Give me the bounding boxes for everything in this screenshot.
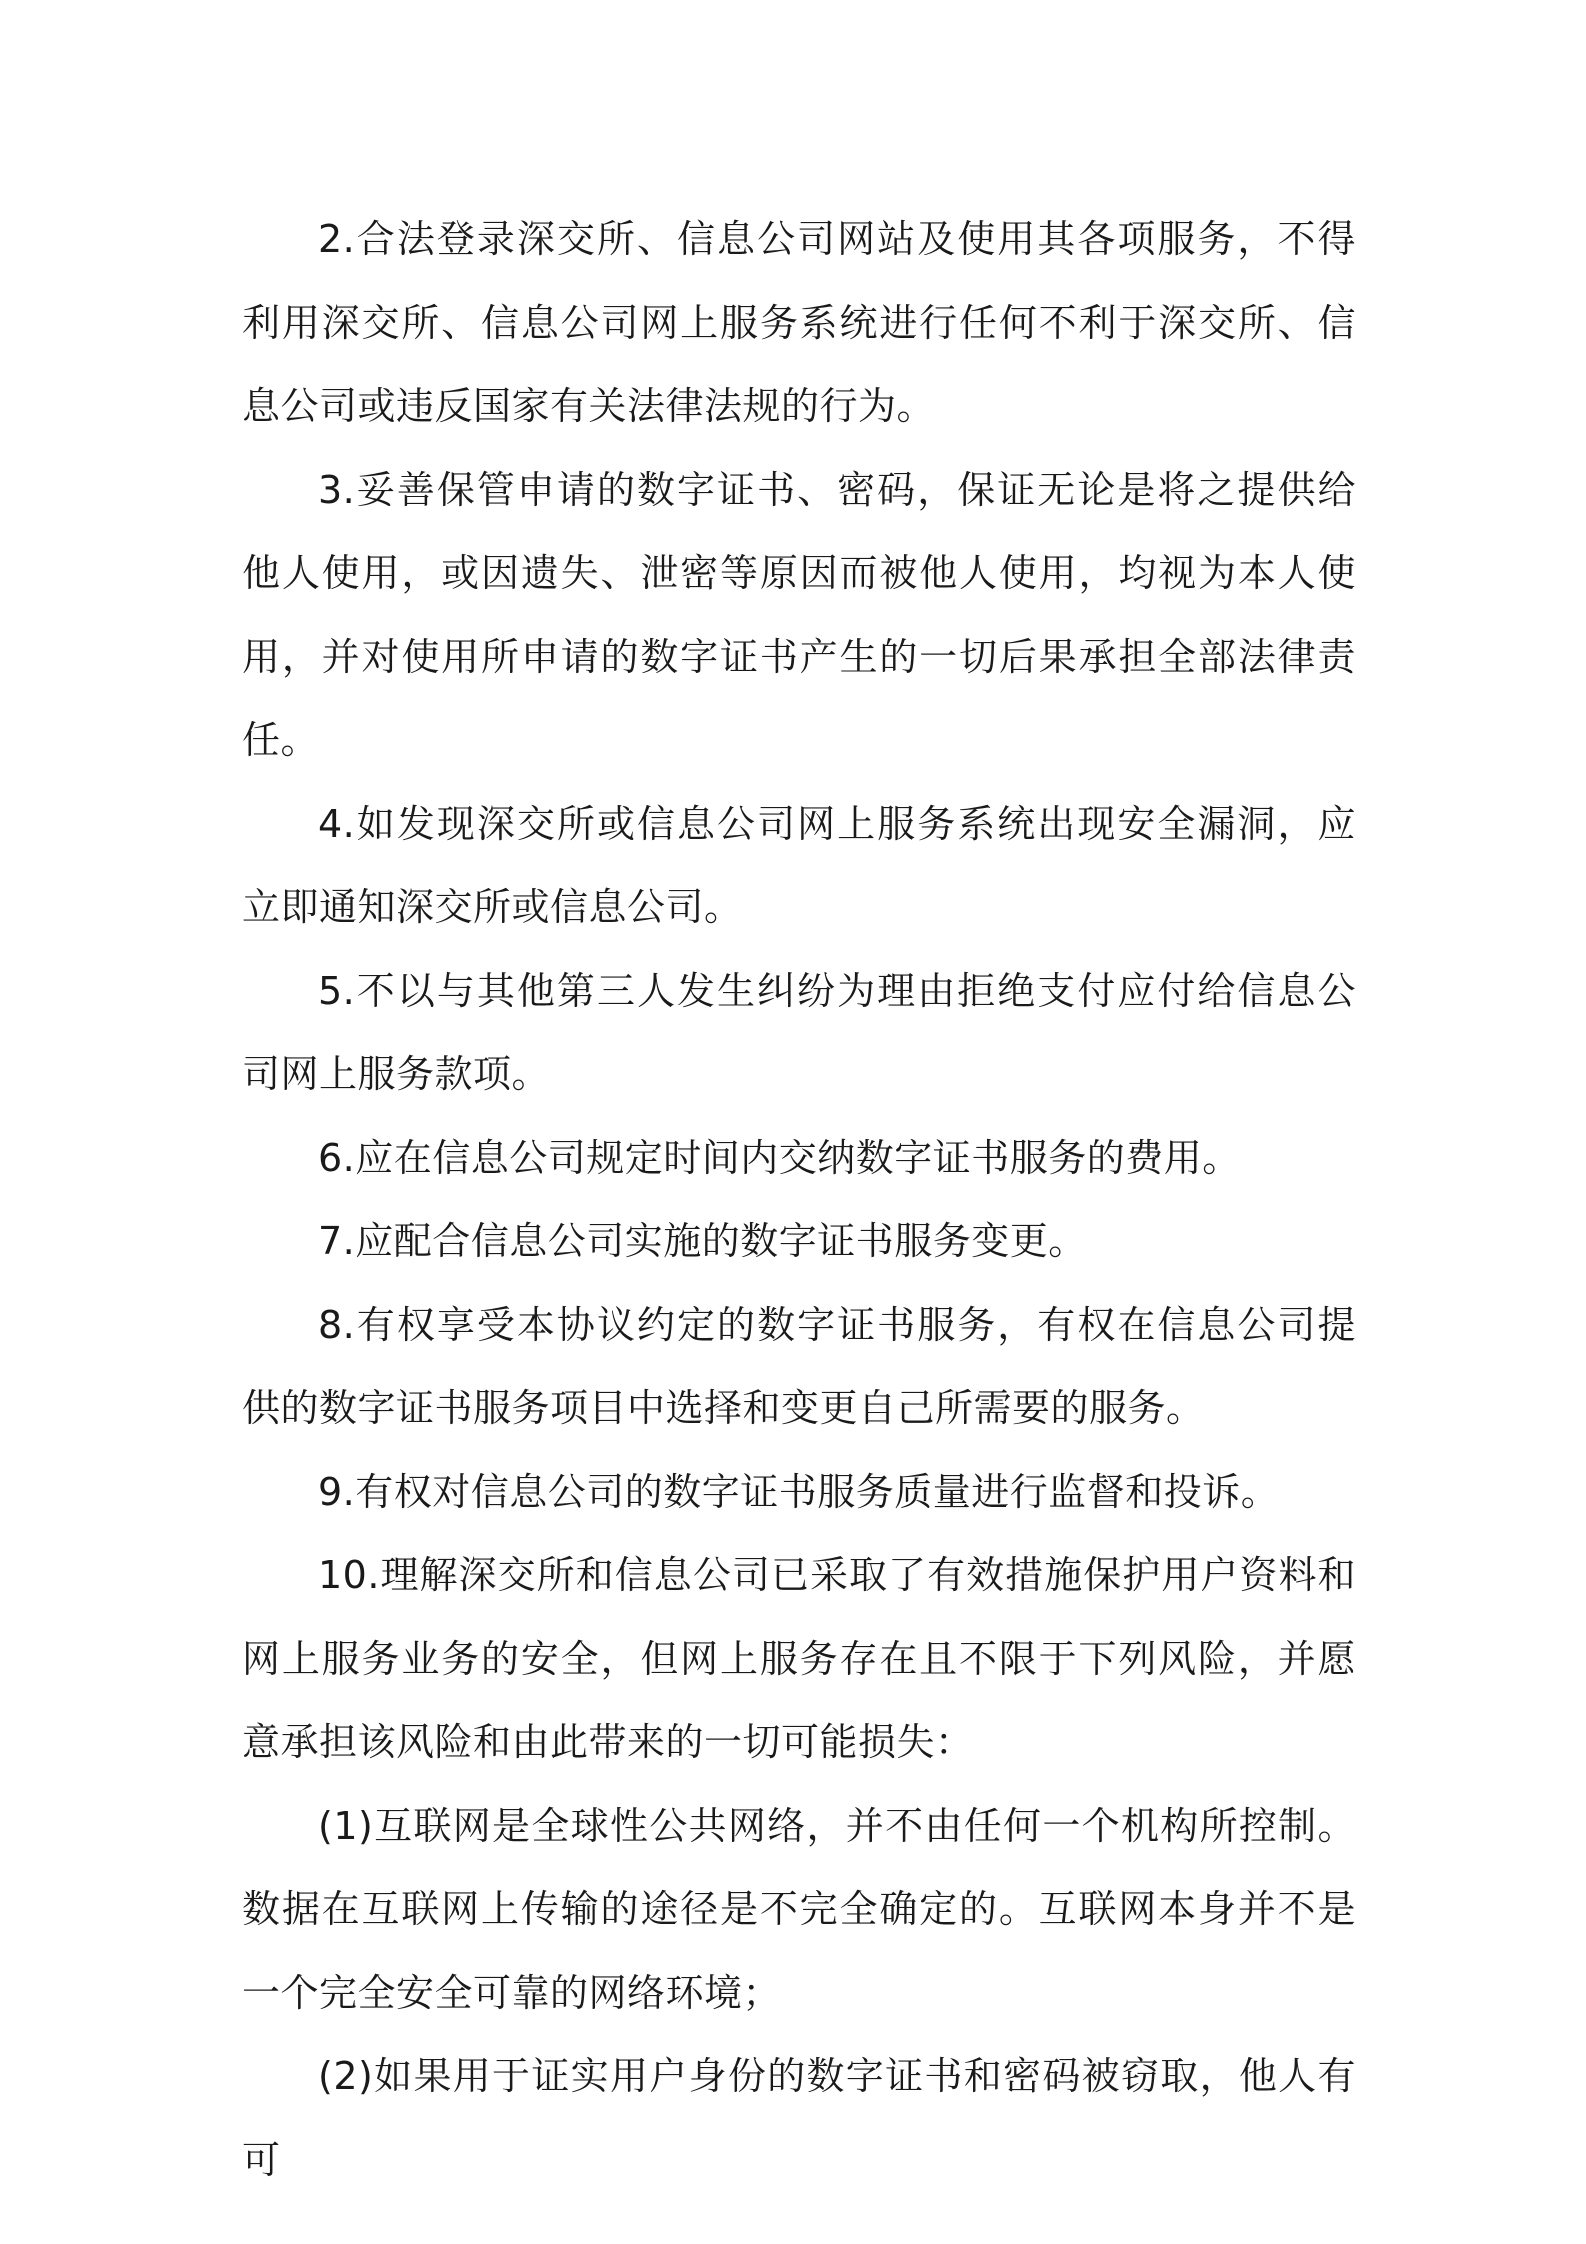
risk-item-1: (1)互联网是全球性公共网络，并不由任何一个机构所控制。数据在互联网上传输的途径是不完全确定的。互联网本身并不是一个完全安全可靠的网络环境； [242,1803,1356,2015]
clause-8: 8.有权享受本协议约定的数字证书服务，有权在信息公司提供的数字证书服务项目中选择和变更自己所需要的服务。 [242,1302,1356,1430]
clause-10: 10.理解深交所和信息公司已采取了有效措施保护用户资料和网上服务业务的安全，但网上服务存在且不限于下列风险，并愿意承担该风险和由此带来的一切可能损失： [242,1553,1356,1764]
clause-2: 2.合法登录深交所、信息公司网站及使用其各项服务，不得利用深交所、信息公司网上服务系统进行任何不利于深交所、信息公司或违反国家有关法律法规的行为。 [242,217,1356,428]
clause-9: 9.有权对信息公司的数字证书服务质量进行监督和投诉。 [318,1469,1280,1514]
risk-item-2: (2)如果用于证实用户身份的数字证书和密码被窃取，他人有可 [242,2054,1356,2182]
document-body [242,198,1356,2202]
clause-6: 6.应在信息公司规定时间内交纳数字证书服务的费用。 [318,1135,1241,1180]
clause-3: 3.妥善保管申请的数字证书、密码，保证无论是将之提供给他人使用，或因遗失、泄密等原因而被他人使用，均视为本人使用，并对使用所申请的数字证书产生的一切后果承担全部法律责任。 [242,467,1356,762]
clause-7: 7.应配合信息公司实施的数字证书服务变更。 [318,1219,1087,1263]
clause-5: 5.不以与其他第三人发生纠纷为理由拒绝支付应付给信息公司网上服务款项。 [242,968,1356,1096]
clause-4: 4.如发现深交所或信息公司网上服务系统出现安全漏洞，应立即通知深交所或信息公司。 [242,801,1356,929]
